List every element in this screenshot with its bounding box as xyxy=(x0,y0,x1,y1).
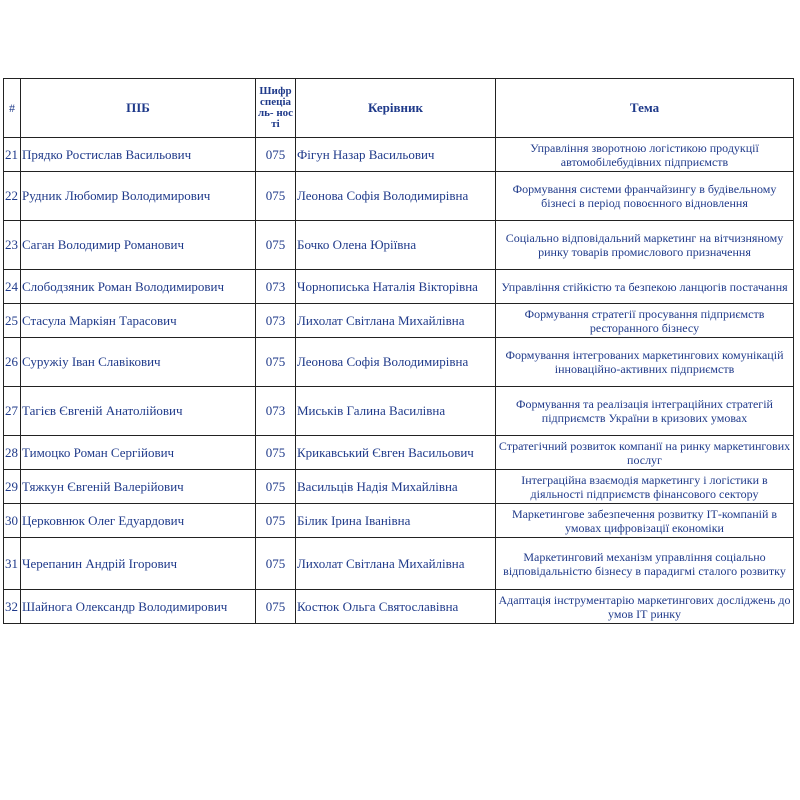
thesis-topic: Маркетинговий механізм управління соціально відповідальністю бізнесу в парадигмі сталого розвитку xyxy=(496,538,794,590)
table-row xyxy=(4,172,794,221)
specialty-code: 075 xyxy=(256,221,296,270)
header-specialty-code: Шифр спеціа ль- ності xyxy=(256,79,296,138)
thesis-topic: Формування інтегрованих маркетингових комунікацій інноваційно-активних підприємств xyxy=(496,338,794,387)
table-header-row xyxy=(4,79,794,138)
supervisor-name: Леонова Софія Володимирівна xyxy=(296,172,496,221)
thesis-topic: Формування стратегії просування підприємств ресторанного бізнесу xyxy=(496,304,794,338)
student-name: Рудник Любомир Володимирович xyxy=(21,172,256,221)
thesis-topic: Стратегічний розвиток компанії на ринку маркетингових послуг xyxy=(496,436,794,470)
row-number: 30 xyxy=(4,504,21,538)
row-number: 32 xyxy=(4,590,21,624)
student-name: Шайнога Олександр Володимирович xyxy=(21,590,256,624)
supervisor-name: Крикавський Євген Васильович xyxy=(296,436,496,470)
specialty-code: 075 xyxy=(256,338,296,387)
table-row xyxy=(4,338,794,387)
row-number: 23 xyxy=(4,221,21,270)
specialty-code: 075 xyxy=(256,470,296,504)
row-number: 31 xyxy=(4,538,21,590)
thesis-topic: Формування та реалізація інтеграційних стратегій підприємств України в кризових умовах xyxy=(496,387,794,436)
student-name: Тагієв Євгеній Анатолійович xyxy=(21,387,256,436)
supervisor-name: Білик Ірина Іванівна xyxy=(296,504,496,538)
supervisor-name: Васильців Надія Михайлівна xyxy=(296,470,496,504)
row-number: 26 xyxy=(4,338,21,387)
specialty-code: 073 xyxy=(256,387,296,436)
supervisor-name: Бочко Олена Юріївна xyxy=(296,221,496,270)
student-name: Черепанин Андрій Ігорович xyxy=(21,538,256,590)
table-row xyxy=(4,304,794,338)
table-row xyxy=(4,470,794,504)
row-number: 21 xyxy=(4,138,21,172)
row-number: 25 xyxy=(4,304,21,338)
specialty-code: 075 xyxy=(256,172,296,221)
student-name: Суружіу Іван Славікович xyxy=(21,338,256,387)
table-row xyxy=(4,138,794,172)
thesis-topics-table xyxy=(3,78,794,624)
supervisor-name: Леонова Софія Володимирівна xyxy=(296,338,496,387)
student-name: Саган Володимир Романович xyxy=(21,221,256,270)
specialty-code: 073 xyxy=(256,304,296,338)
supervisor-name: Чорнописька Наталія Вікторівна xyxy=(296,270,496,304)
table-row xyxy=(4,270,794,304)
specialty-code: 075 xyxy=(256,138,296,172)
specialty-code: 075 xyxy=(256,538,296,590)
specialty-code: 075 xyxy=(256,590,296,624)
specialty-code: 075 xyxy=(256,504,296,538)
supervisor-name: Лихолат Світлана Михайлівна xyxy=(296,304,496,338)
student-name: Слободзяник Роман Володимирович xyxy=(21,270,256,304)
supervisor-name: Миськів Галина Василівна xyxy=(296,387,496,436)
table-row xyxy=(4,387,794,436)
thesis-topic: Управління стійкістю та безпекою ланцюгів постачання xyxy=(496,270,794,304)
row-number: 22 xyxy=(4,172,21,221)
row-number: 27 xyxy=(4,387,21,436)
specialty-code: 073 xyxy=(256,270,296,304)
student-name: Тяжкун Євгеній Валерійович xyxy=(21,470,256,504)
table-row xyxy=(4,538,794,590)
thesis-topic: Формування системи франчайзингу в будівельному бізнесі в період повоєнного відновлення xyxy=(496,172,794,221)
student-name: Тимоцко Роман Сергійович xyxy=(21,436,256,470)
thesis-topic: Адаптація інструментарію маркетингових досліджень до умов ІТ ринку xyxy=(496,590,794,624)
header-topic: Тема xyxy=(496,79,794,138)
row-number: 29 xyxy=(4,470,21,504)
row-number: 28 xyxy=(4,436,21,470)
header-name: ПІБ xyxy=(21,79,256,138)
table-row xyxy=(4,504,794,538)
table-row xyxy=(4,221,794,270)
header-number: # xyxy=(4,79,21,138)
thesis-topic: Управління зворотною логістикою продукції автомобілебудівних підприємств xyxy=(496,138,794,172)
table-row xyxy=(4,436,794,470)
thesis-topic: Інтеграційна взаємодія маркетингу і логістики в діяльності підприємств фінансового сектору xyxy=(496,470,794,504)
header-supervisor: Керівник xyxy=(296,79,496,138)
supervisor-name: Фігун Назар Васильович xyxy=(296,138,496,172)
thesis-topic: Соціально відповідальний маркетинг на вітчизняному ринку товарів промислового призначення xyxy=(496,221,794,270)
student-name: Прядко Ростислав Васильович xyxy=(21,138,256,172)
student-name: Церковнюк Олег Едуардович xyxy=(21,504,256,538)
supervisor-name: Лихолат Світлана Михайлівна xyxy=(296,538,496,590)
supervisor-name: Костюк Ольга Святославівна xyxy=(296,590,496,624)
row-number: 24 xyxy=(4,270,21,304)
specialty-code: 075 xyxy=(256,436,296,470)
student-name: Стасула Маркіян Тарасович xyxy=(21,304,256,338)
thesis-topic: Маркетингове забезпечення розвитку ІТ-компаній в умовах цифровізації економіки xyxy=(496,504,794,538)
table-row xyxy=(4,590,794,624)
